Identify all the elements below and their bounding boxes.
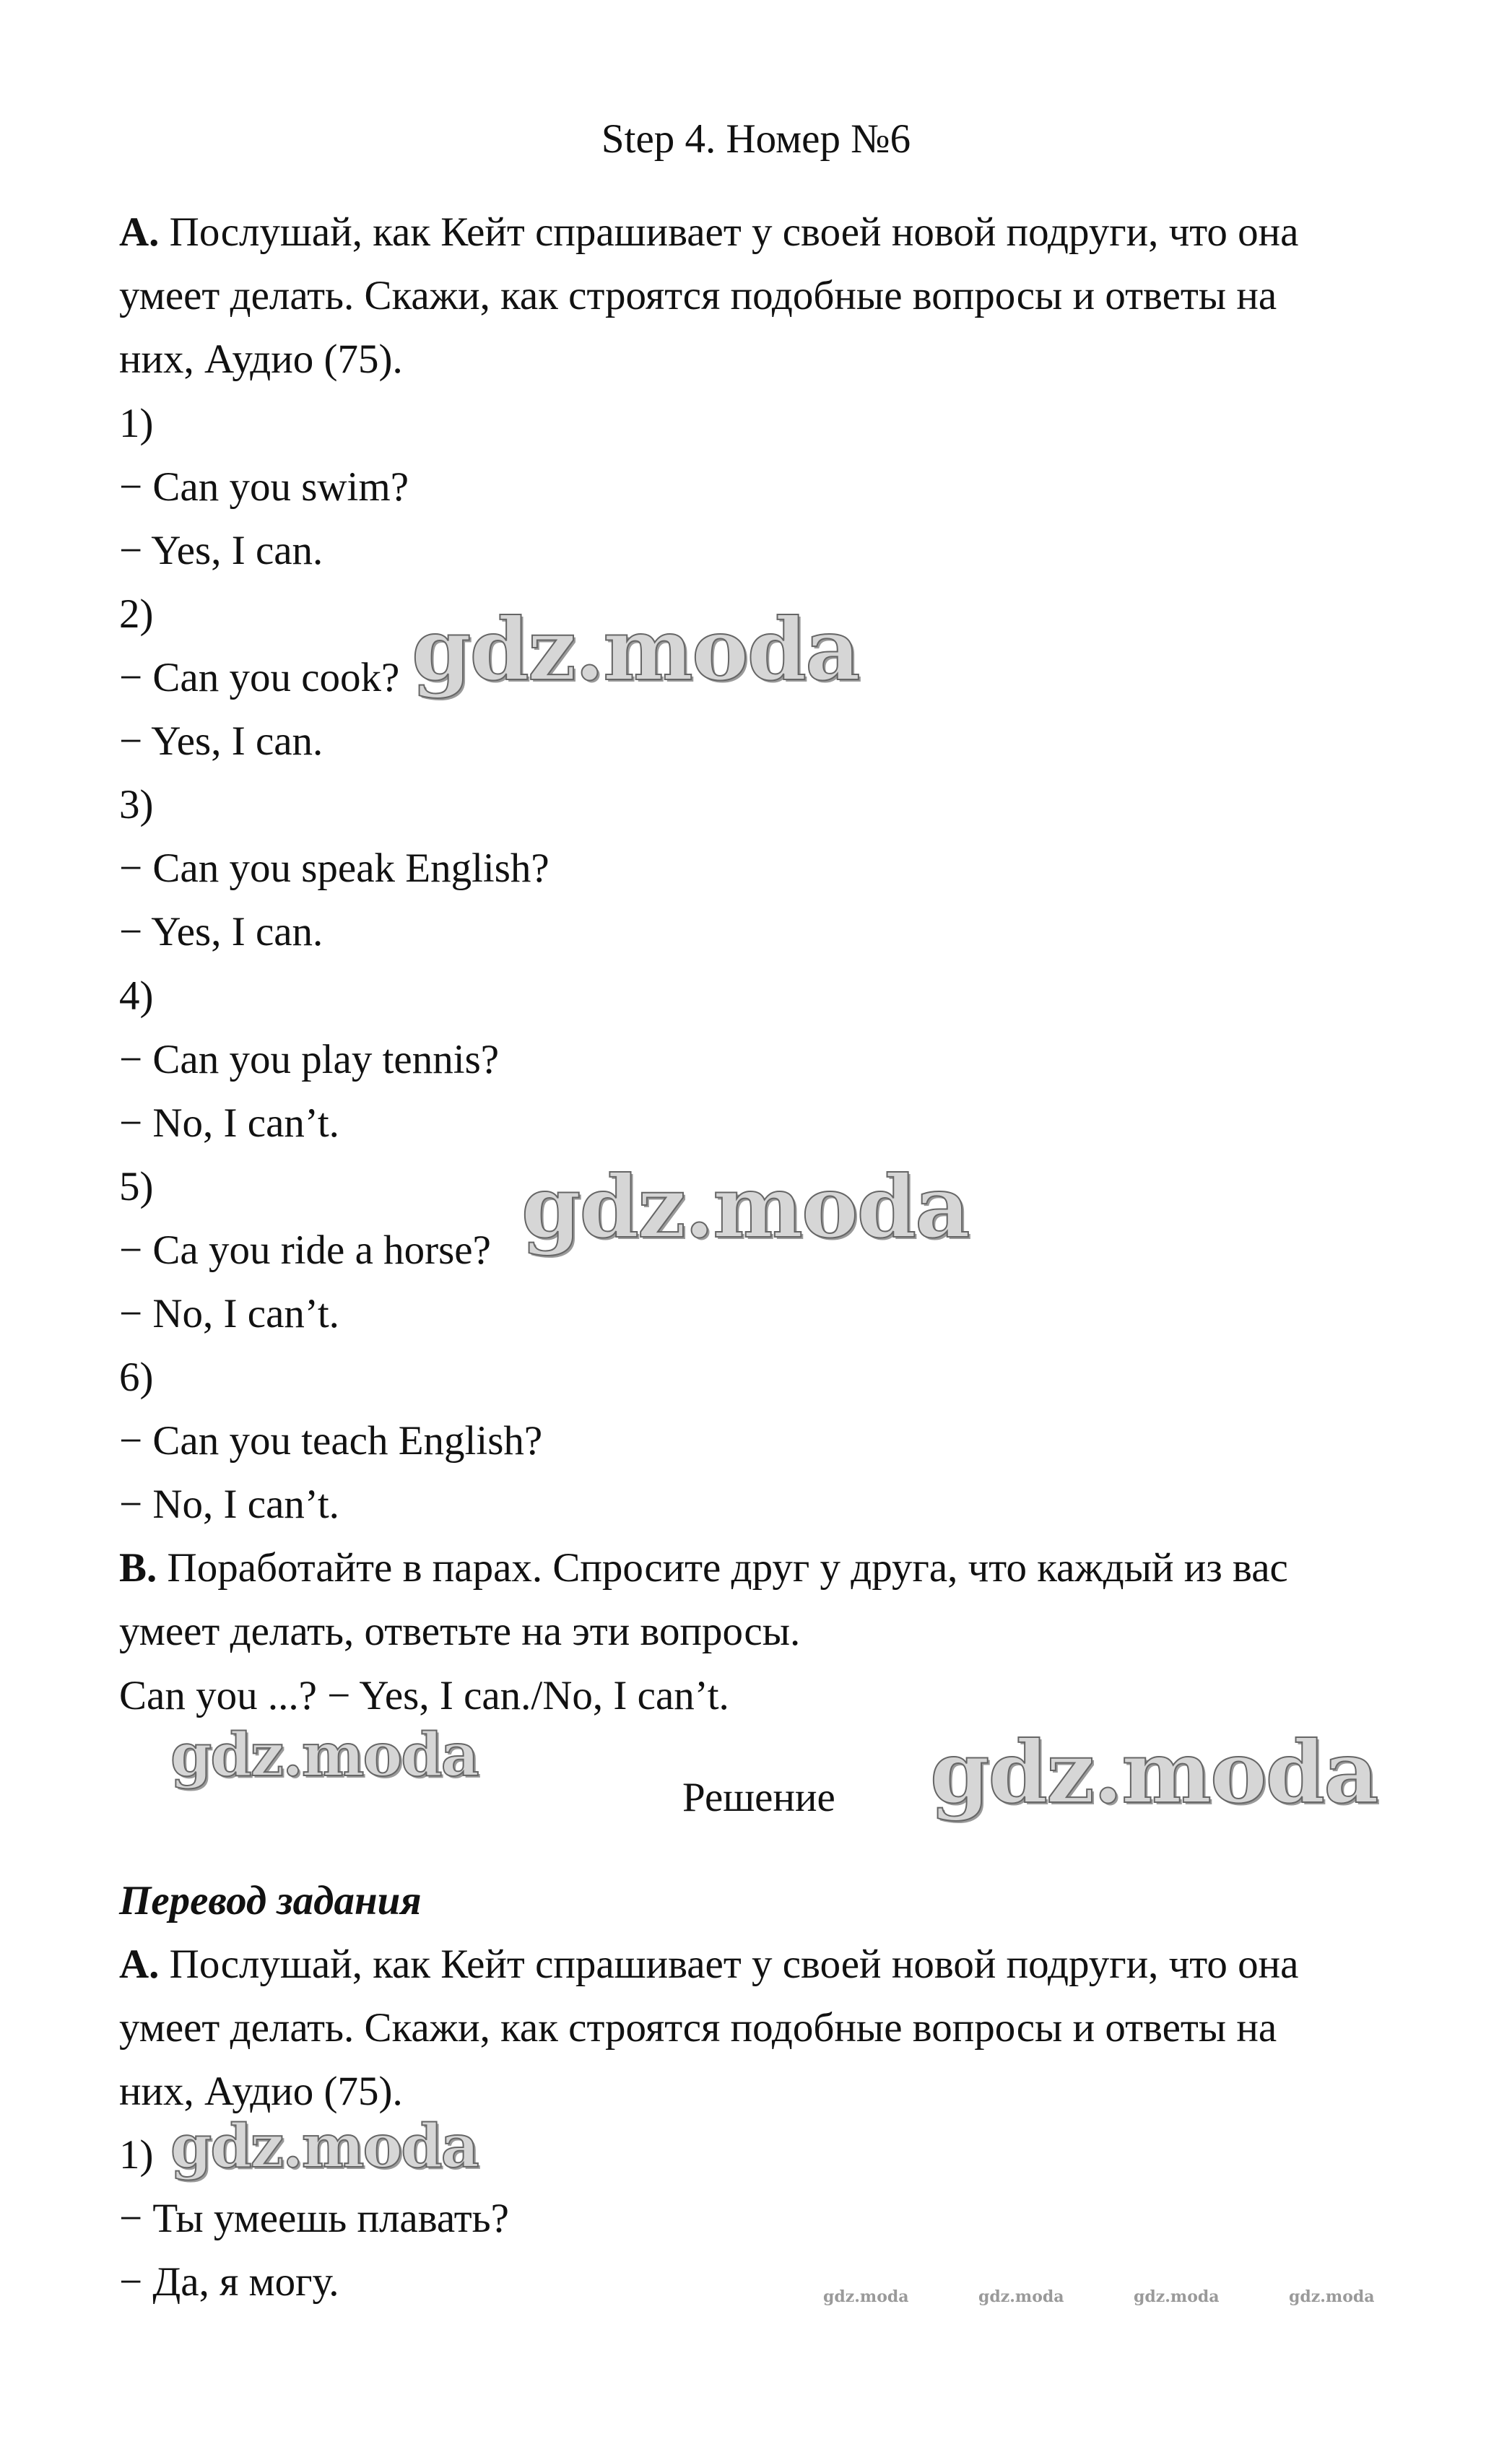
- dialogue-question: − Can you swim?: [119, 464, 409, 510]
- translation-line-2: умеет делать. Скажи, как строятся подобные вопросы и ответы на: [119, 2005, 1277, 2051]
- task-b-line-3: Can you ...? − Yes, I can./No, I can’t.: [119, 1673, 729, 1718]
- dialogue-answer: − Yes, I can.: [119, 909, 323, 955]
- dialogue-question: − Can you cook?: [119, 655, 400, 700]
- watermark-logo: gdz.moda: [521, 1157, 969, 1257]
- dialogue-number: 5): [119, 1164, 154, 1209]
- translation-heading: Перевод задания: [119, 1878, 422, 1923]
- dialogue-number: 4): [119, 973, 154, 1019]
- dialogue-question: − Can you play tennis?: [119, 1037, 500, 1082]
- translation-text-1: Послушай, как Кейт спрашивает у своей новой подруги, что она: [159, 1942, 1299, 1987]
- dialogue-answer: − No, I can’t.: [119, 1482, 339, 1527]
- dialogue-answer: − Yes, I can.: [119, 718, 323, 764]
- watermark-small: gdz.moda: [1289, 2287, 1375, 2306]
- task-a-text-1: Послушай, как Кейт спрашивает у своей новой подруги, что она: [159, 209, 1299, 255]
- translation-letter: A.: [119, 1942, 160, 1987]
- dialogue-question: − Ca you ride a horse?: [119, 1227, 491, 1273]
- translation-line-3: них, Аудио (75).: [119, 2069, 403, 2114]
- task-b-letter: B.: [119, 1545, 157, 1591]
- task-a-letter: A.: [119, 209, 160, 255]
- dialogue-number: 3): [119, 782, 154, 827]
- watermark-logo: gdz.moda: [412, 599, 859, 700]
- translation-question: − Ты умеешь плавать?: [119, 2196, 509, 2241]
- watermark-logo: gdz.moda: [930, 1722, 1378, 1822]
- dialogue-number: 2): [119, 591, 154, 637]
- dialogue-number: 6): [119, 1355, 154, 1400]
- dialogue-question: − Can you teach English?: [119, 1418, 543, 1464]
- watermark-small: gdz.moda: [1134, 2287, 1220, 2306]
- translation-number: 1): [119, 2132, 154, 2178]
- task-b-text-1: Поработайте в парах. Спросите друг у друга, что каждый из вас: [157, 1545, 1288, 1591]
- dialogue-answer: − No, I can’t.: [119, 1100, 339, 1146]
- translation-answer: − Да, я могу.: [119, 2259, 339, 2305]
- watermark-logo: gdz.moda: [170, 1721, 478, 1790]
- task-b-line-2: умеет делать, ответьте на эти вопросы.: [119, 1609, 801, 1654]
- watermark-small: gdz.moda: [978, 2287, 1064, 2306]
- task-b-line-1: [119, 1543, 1288, 1594]
- dialogue-answer: − Yes, I can.: [119, 528, 323, 573]
- dialogue-question: − Can you speak English?: [119, 845, 549, 891]
- dialogue-answer: − No, I can’t.: [119, 1291, 339, 1336]
- watermark-logo: gdz.moda: [170, 2112, 478, 2181]
- watermark-small: gdz.moda: [823, 2287, 909, 2306]
- dialogue-number: 1): [119, 401, 154, 446]
- translation-line-1: [119, 1939, 1298, 1990]
- solution-label: Решение: [682, 1775, 835, 1820]
- page-title: Step 4. Номер №6: [601, 116, 911, 162]
- task-a-line-1: [119, 207, 1298, 258]
- task-a-line-3: них, Аудио (75).: [119, 336, 403, 382]
- task-a-line-2: умеет делать. Скажи, как строятся подобные вопросы и ответы на: [119, 273, 1277, 318]
